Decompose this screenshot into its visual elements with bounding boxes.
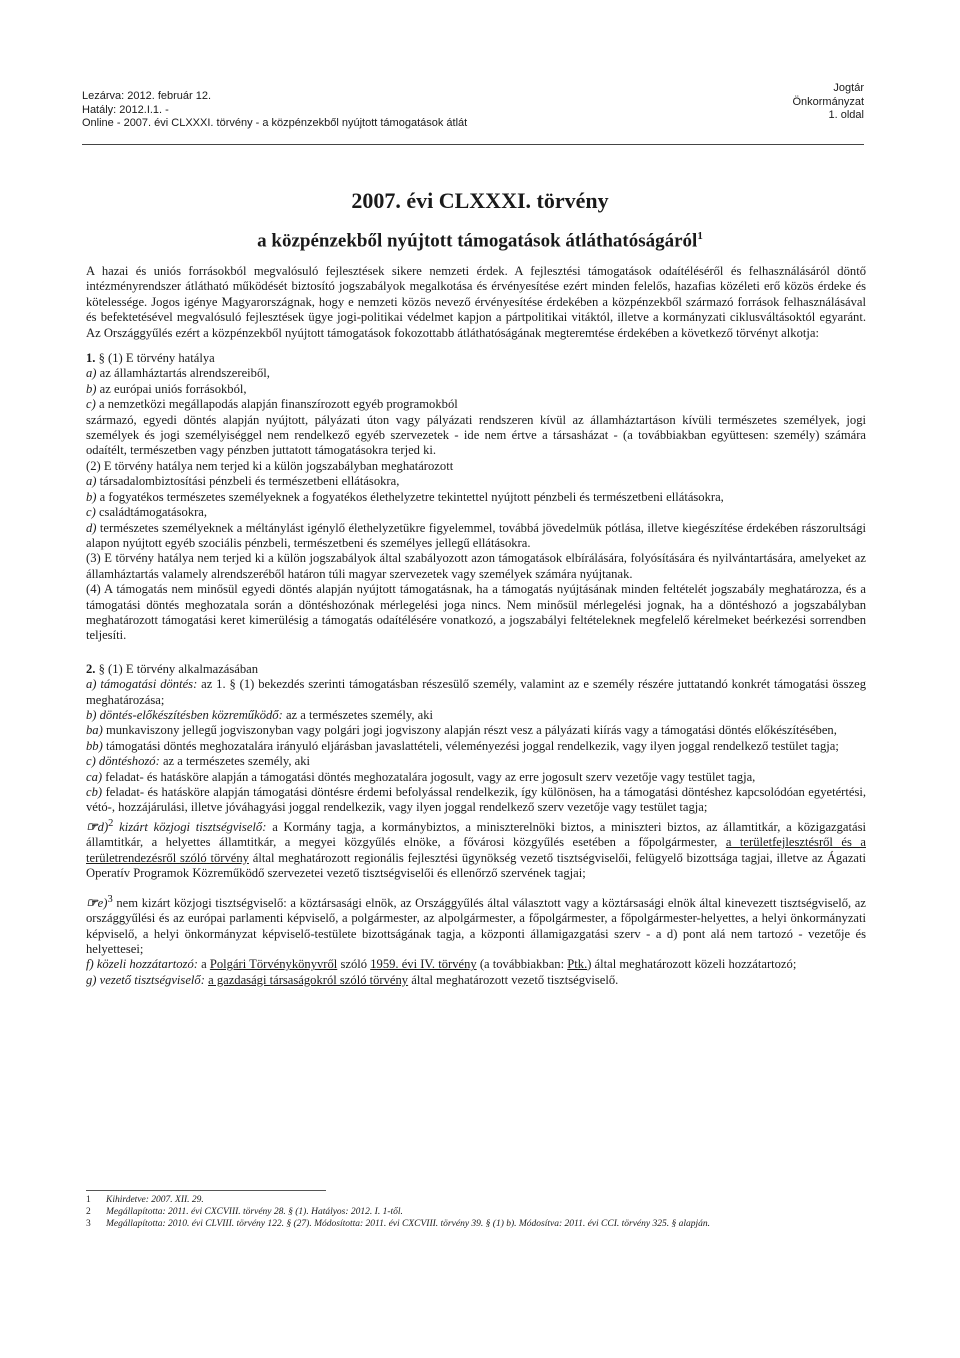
header-left	[82, 90, 467, 131]
law-link-companies-act[interactable]: a gazdasági társaságokról szóló törvény	[208, 972, 409, 987]
footnote-number: 1	[86, 1195, 91, 1205]
section-1-number: 1.	[86, 351, 96, 366]
pointing-hand-icon: ☞	[86, 894, 98, 910]
law-link-1959-iv[interactable]: 1959. évi IV. törvény	[370, 957, 477, 972]
definition-text: az 1. § (1) bekezdés szerinti támogatásban részesülő személy, valamint az e személy részére juttatandó konkrét támogatási összeg meghatározása;	[86, 677, 867, 707]
definition-d	[86, 816, 866, 882]
header-closed-date: Lezárva: 2012. február 12.	[82, 90, 212, 102]
definition-text-cont: által meghatározott regionális fejlesztési ügynökség vezető tisztségviselői, felügyelő bizottsága tagjai, illetve az Ágazati Operatív Programok Közreműködő szervezetei vezető tisztségviselői és ellenőrző szervének tagjai;	[86, 850, 866, 881]
footnote-1	[86, 1194, 866, 1206]
section-1-para-2-item-a	[86, 474, 866, 489]
definition-text: az a természetes személy, aki	[285, 707, 434, 722]
definition-f	[86, 957, 866, 972]
header-product: Önkormányzat	[792, 95, 864, 108]
definition-term: a) támogatási döntés:	[86, 677, 198, 692]
section-1-para-1-tail: származó, egyedi döntés alapján nyújtott, pályázati úton vagy pályázati rendszeren kívül az államháztartáson kívüli természetes személyek, jogi személyek és jogi személyiséggel nem rendelkező egyéb szervezetek - ide nem értve a társasházat - (a továbbiakban együttesen: személy) számára odaítélt, természetben vagy pénzben juttatott támogatásokra terjed ki.	[86, 412, 866, 458]
item-text: családtámogatásokra,	[98, 505, 208, 520]
footnote-number: 3	[86, 1219, 91, 1229]
item-mark: c)	[86, 505, 96, 520]
law-title: 2007. évi CLXXXI. törvény	[351, 188, 609, 213]
section-2-number: 2.	[86, 661, 96, 676]
item-text: a fogyatékos természetes személyeknek a fogyatékos élethelyzetre tekintettel nyújtott pénzbeli és természetbeni ellátásokra,	[99, 489, 724, 504]
law-subtitle-text: a közpénzekből nyújtott támogatások átláthatóságáról	[257, 230, 698, 252]
item-mark: a)	[86, 366, 97, 381]
item-text: az európai uniós forrásokból,	[99, 381, 247, 396]
law-subtitle	[0, 230, 960, 252]
item-text: természetes személyeknek a méltánylást igénylő élethelyzetükre figyelemmel, továbbá jövedelmük pótlása, illetve kiegészítése érdekében rászorultsági alapon nyújtott egyéb szociális pénzbeli, természetbeni és személyes jellegű ellátásokra.	[86, 520, 866, 550]
definition-term: b) döntés-előkészítésben közreműködő:	[86, 707, 283, 722]
item-mark: cb)	[86, 785, 103, 799]
definition-text: az a természetes személy, aki	[162, 754, 311, 769]
item-mark: d)	[97, 820, 109, 834]
section-2-head	[86, 662, 866, 677]
section-1-item-c	[86, 397, 866, 412]
definition-cb	[86, 785, 866, 816]
header-online-title: Online - 2007. évi CLXXXI. törvény - a közpénzekből nyújtott támogatások átlát	[82, 117, 468, 129]
definition-term: f) közeli hozzátartozó:	[86, 957, 198, 972]
footnote-text: Megállapította: 2011. évi CXCVIII. törvény 28. § (1). Hatályos: 2012. I. 1-től.	[106, 1207, 403, 1217]
item-text: az államháztartás alrendszereiből,	[99, 366, 270, 381]
document-body	[86, 264, 866, 988]
definition-text: ) által meghatározott közeli hozzátartozó;	[587, 957, 797, 972]
section-1-para-2-head: (2) E törvény hatálya nem terjed ki a külön jogszabályban meghatározott	[86, 458, 454, 473]
header-right	[792, 82, 864, 123]
item-text: feladat- és hatásköre alapján a támogatási döntés meghozatalára jogosult, vagy az erre jogosult szerv vezetője vagy testület tagja,	[105, 769, 756, 784]
definition-term: g) vezető tisztségviselő:	[86, 972, 205, 987]
section-1-item-a	[86, 366, 866, 381]
definition-g	[86, 973, 866, 988]
item-mark: ba)	[86, 723, 103, 738]
definition-e	[86, 892, 866, 958]
section-1-para-2-item-c	[86, 505, 866, 520]
section-1-para-1-head	[86, 351, 866, 366]
preamble: A hazai és uniós forrásokból megvalósuló fejlesztések sikere nemzeti érdek. A fejlesztési támogatások odaítéléséről és felhasználásáról döntő intézményrendszer átlátható működését biztosító jogszabályok megalkotása és érvényesítése ezért minden felelős, hazafias közéleti erő közös érdeke és kötelessége. Jogos igénye Magyarországnak, hogy e nemzeti közös nevező érvényesítése érdekében a közpénzekből származó források felhasználásával és befektetésével megvalósuló fejlesztések ügye jogi-politikai védelmet kapjon a pártpolitikai vitáktól, illetve a kormányzati ciklusváltásoktól egyaránt. Az Országgyűlés ezért a közpénzekből nyújtott támogatások fokozottabb átláthatóságának megteremtése érdekében a következő törvényt alkotja:	[86, 264, 866, 340]
definition-ba	[86, 723, 866, 738]
section-1-para-2-item-b	[86, 490, 866, 505]
footnote-ref-1[interactable]: 1	[697, 230, 703, 242]
definition-term: kizárt közjogi tisztségviselő:	[119, 820, 267, 834]
item-mark: c)	[86, 397, 96, 412]
item-text: feladat- és hatásköre alapján támogatási döntésre érdemi befolyással rendelkezik, így különösen, ha a támogatási döntéshez kapcsolódóan egyetértési, vétó-, hozzájárulási, illetve jóváhagyási joggal rendelkezik, vagy ilyen joggal rendelkező szerv vezetője vagy testület tagja;	[86, 785, 867, 815]
page-header	[82, 82, 864, 144]
footnote-text: Kihirdetve: 2007. XII. 29.	[106, 1195, 204, 1205]
item-mark: a)	[86, 474, 97, 489]
header-page-number: 1. oldal	[828, 109, 864, 121]
footnote-number: 2	[86, 1207, 91, 1217]
definition-c	[86, 754, 866, 769]
header-divider	[82, 144, 864, 145]
item-mark: d)	[86, 520, 97, 535]
item-text: munkaviszony jellegű jogviszonyban vagy polgári jogi jogviszony alapján részt vesz a pályázati kiírás vagy a támogatási döntés előkészítésében,	[105, 723, 837, 738]
section-1-para-1-text: § (1) E törvény hatálya	[98, 351, 215, 366]
section-1-para-2-item-d	[86, 521, 866, 552]
definition-text: a	[201, 957, 207, 972]
law-link-area-development[interactable]: a területfejlesztésről és a területrendezésről szóló törvény	[86, 835, 867, 865]
law-link-civil-code[interactable]: Polgári Törvénykönyvről	[209, 957, 338, 972]
definition-text: a Kormány tagja, a kormánybiztos, a miniszterelnöki biztos, a miniszteri biztos, az államtitkár, a közigazgatási államtitkár, a helyettes államtitkár, a megyei közgyűlés elnöke, a fővárosi közgyűlés esetében a főpolgármester,	[86, 820, 866, 850]
footnotes	[86, 1194, 866, 1230]
header-brand: Jogtár	[833, 82, 864, 94]
footnote-ref-3[interactable]: 3	[107, 893, 113, 905]
item-mark: e)	[97, 895, 108, 910]
definition-ca	[86, 770, 866, 785]
definition-text: (a továbbiakban:	[479, 957, 565, 972]
definition-term: c) döntéshozó:	[86, 754, 160, 769]
item-text: a nemzetközi megállapodás alapján finanszírozott egyéb programokból	[98, 397, 458, 412]
section-1-para-3: (3) E törvény hatálya nem terjed ki a külön jogszabályok által szabályozott azon támogatások elbírálására, folyósítására és nyilvántartására, amelyeket az államháztartás valamely alrendszeréből határon túli magyar szervezetek vagy személyek számára nyújtanak.	[86, 551, 866, 581]
section-1-item-b	[86, 382, 866, 397]
item-text: támogatási döntés meghozatalára irányuló eljárásban javaslattételi, véleményezési joggal rendelkezik, vagy ilyen joggal rendelkező testület tagja;	[105, 738, 839, 753]
item-mark: b)	[86, 381, 97, 396]
law-link-ptk[interactable]: Ptk.	[567, 957, 588, 972]
footnote-divider	[86, 1190, 326, 1191]
definition-text: által meghatározott vezető tisztségviselő.	[411, 972, 619, 987]
definition-text: nem kizárt közjogi tisztségviselő: a köztársasági elnök, az Országgyűlés által választott vagy a köztársasági elnök által kinevezett tisztségviselő, az országgyűlési és az európai parlamenti képviselő, a polgármester, az alpolgármester, a főpolgármester, a főpolgármester-helyettes, a helyi önkormányzati képviselő, a helyi önkormányzat képviselő-testülete bizottságának tagja, a központi államigazgatási szerv - a d) pont alá nem tartozó - vezetője és helyettesei;	[86, 895, 866, 957]
header-effective-date: Hatály: 2012.I.1. -	[82, 103, 169, 116]
pointing-hand-icon: ☞	[86, 819, 98, 834]
definition-b	[86, 708, 866, 723]
footnote-text: Megállapította: 2010. évi CLVIII. törvény 122. § (27). Módosította: 2011. évi CXCVIII. törvény 39. § (1) b). Módosítva: 2011. évi CCI. törvény 325. § alapján.	[106, 1219, 711, 1229]
item-text: társadalombiztosítási pénzbeli és természetbeni ellátásokra,	[99, 474, 400, 489]
footnote-2	[86, 1206, 866, 1218]
definition-text: szóló	[340, 957, 368, 972]
footnote-ref-2[interactable]: 2	[108, 817, 114, 829]
definition-a	[86, 677, 866, 708]
section-1-para-4: (4) A támogatás nem minősül egyedi döntés alapján nyújtott támogatásnak, ha a támogatás nyújtásának minden feltételét jogszabály meghatározza, és a támogatási döntés meghozatala során a döntéshozónak mérlegelési joga nincs. Nem minősül mérlegelési jognak, ha a döntéshozó a jogszabályban meghatározott támogatási keret kimerülésig a támogatás odaítélésére vonatkozó, a jogszabályi feltételeknek megfelelő kérelmeket beérkezési sorrendben teljesíti.	[86, 582, 866, 643]
item-mark: bb)	[86, 738, 103, 753]
section-2-head-text: § (1) E törvény alkalmazásában	[98, 661, 259, 676]
item-mark: b)	[86, 489, 97, 504]
item-mark: ca)	[86, 769, 103, 784]
definition-bb	[86, 739, 866, 754]
footnote-3	[86, 1218, 866, 1230]
